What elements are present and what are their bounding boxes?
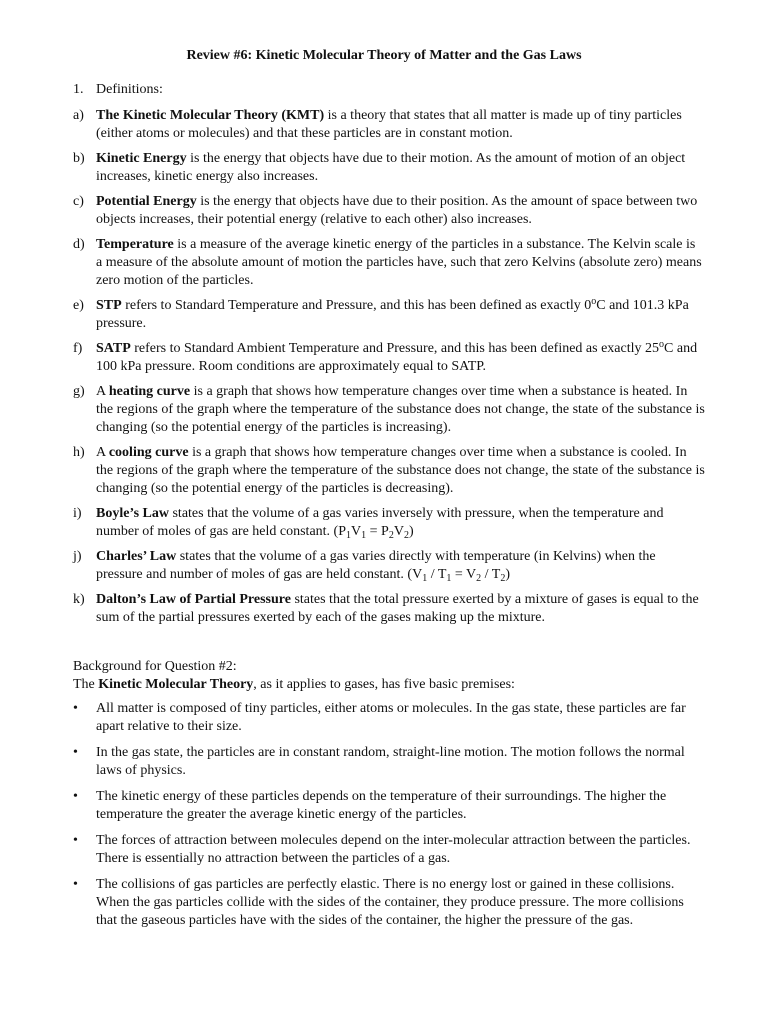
definition-item xyxy=(73,340,705,376)
definition-text: states that the total pressure exerted by a mixture of gases is equal to the sum of the partial pressures exerted by each of the gases making up the mixture. xyxy=(96,592,699,625)
background-heading: Background for Question #2: xyxy=(73,659,237,674)
item-letter: c) xyxy=(73,194,84,209)
item-letter: k) xyxy=(73,592,85,607)
formula-text: V xyxy=(351,524,362,539)
definition-text: refers to Standard Ambient Temperature and Pressure, and this has been defined as exactly 25 xyxy=(130,341,660,356)
premise-item xyxy=(73,700,705,736)
background-intro xyxy=(73,676,705,694)
formula-text: = V xyxy=(451,567,477,582)
bullet-icon: • xyxy=(73,745,78,760)
definitions-heading xyxy=(73,81,163,99)
bullet-icon: • xyxy=(73,877,78,892)
definition-item xyxy=(73,236,705,290)
premise-text: The forces of attraction between molecules depend on the inter-molecular attraction between the particles. There is essentially no attraction between the particles of a gas. xyxy=(96,833,691,866)
definition-text: C and 101.3 kPa pressure. xyxy=(96,298,689,331)
background-section xyxy=(73,658,705,694)
definition-term: heating curve xyxy=(108,384,191,399)
formula-text: ) xyxy=(505,567,511,582)
definition-text: is a theory that states that all matter is made up of tiny particles (either atoms or molecules) and that these particles are in constant motion. xyxy=(96,108,682,141)
premise-item xyxy=(73,832,705,868)
definition-text: states that the volume of a gas varies directly with temperature (in Kelvins) when the pressure and number of moles of gas are held constant. (V xyxy=(96,549,656,582)
definition-term: Temperature xyxy=(96,237,174,252)
formula-subscript: 2 xyxy=(388,530,394,541)
definition-text: states that the volume of a gas varies inversely with pressure, when the temperature and number of moles of gas are held constant. (P xyxy=(96,506,664,539)
definition-item xyxy=(73,548,705,584)
formula-text: / T xyxy=(481,567,501,582)
formula-subscript: 1 xyxy=(346,530,351,541)
formula-subscript: 2 xyxy=(476,573,482,584)
definition-item xyxy=(73,150,705,186)
premise-item xyxy=(73,788,705,824)
definition-term: Boyle’s Law xyxy=(96,506,169,521)
formula-text: = P xyxy=(366,524,389,539)
formula-subscript: 2 xyxy=(500,573,506,584)
formula-subscript: 1 xyxy=(361,530,367,541)
item-letter: e) xyxy=(73,298,84,313)
definition-item xyxy=(73,444,705,498)
definitions-list xyxy=(73,107,705,634)
definition-text: C and 100 kPa pressure. Room conditions are approximately equal to SATP. xyxy=(96,341,698,374)
definitions-label: Definitions: xyxy=(96,82,163,97)
formula-text: ) xyxy=(408,524,414,539)
definition-prefix: A xyxy=(96,445,109,460)
premise-text: All matter is composed of tiny particles, either atoms or molecules. In the gas state, these particles are far apart relative to their size. xyxy=(96,701,686,734)
item-letter: b) xyxy=(73,151,85,166)
intro-suffix: , as it applies to gases, has five basic premises: xyxy=(253,677,515,692)
definition-term: The Kinetic Molecular Theory (KMT) xyxy=(96,108,325,123)
item-letter: g) xyxy=(73,384,85,399)
intro-term: Kinetic Molecular Theory xyxy=(98,677,254,692)
item-letter: d) xyxy=(73,237,85,252)
formula-subscript: 1 xyxy=(446,573,452,584)
definition-item xyxy=(73,193,705,229)
bullet-icon: • xyxy=(73,789,78,804)
definition-item xyxy=(73,383,705,437)
definition-term: Kinetic Energy xyxy=(96,151,187,166)
premises-list xyxy=(73,700,705,938)
premise-text: In the gas state, the particles are in constant random, straight-line motion. The motion follows the normal laws of physics. xyxy=(96,745,685,778)
item-letter: f) xyxy=(73,341,83,356)
definition-prefix: A xyxy=(96,384,109,399)
definition-text: is a graph that shows how temperature changes over time when a substance is heated. In the regions of the graph where the temperature of the substance does not change, the state of the substance is changing (so the potential energy of the particles is increasing). xyxy=(96,384,705,435)
formula-text: / T xyxy=(427,567,447,582)
formula-text: V xyxy=(393,524,404,539)
definition-term: cooling curve xyxy=(108,445,189,460)
degree-superscript: o xyxy=(659,339,665,350)
definition-item xyxy=(73,505,705,541)
formula-subscript: 2 xyxy=(403,530,409,541)
definition-text: is a measure of the average kinetic energy of the particles in a substance. The Kelvin scale is a measure of the absolute amount of motion the particles have, such that zero Kelvins (absolute zero) means zero motion of the particles. xyxy=(96,237,702,288)
formula-subscript: 1 xyxy=(422,573,428,584)
page-title: Review #6: Kinetic Molecular Theory of Matter and the Gas Laws xyxy=(186,48,582,63)
premise-item xyxy=(73,876,705,930)
definition-term: SATP xyxy=(96,341,131,356)
definition-term: STP xyxy=(96,298,122,313)
definition-text: is a graph that shows how temperature changes over time when a substance is cooled. In the regions of the graph where the temperature of the substance does not change, the state of the substance is changing (so the potential energy of the particles is decreasing). xyxy=(96,445,705,496)
bullet-icon: • xyxy=(73,701,78,716)
definition-text: refers to Standard Temperature and Pressure, and this has been defined as exactly 0 xyxy=(121,298,592,313)
intro-prefix: The xyxy=(73,677,99,692)
definition-text: is the energy that objects have due to their motion. As the amount of motion of an object increases, kinetic energy also increases. xyxy=(96,151,686,184)
bullet-icon: • xyxy=(73,833,78,848)
definition-item xyxy=(73,297,705,333)
definition-term: Dalton’s Law of Partial Pressure xyxy=(96,592,291,607)
definitions-number: 1. xyxy=(73,82,84,97)
definition-text: is the energy that objects have due to their position. As the amount of space between two objects increases, their potential energy (relative to each other) also increases. xyxy=(96,194,698,227)
definition-term: Charles’ Law xyxy=(96,549,177,564)
item-letter: h) xyxy=(73,445,85,460)
degree-superscript: o xyxy=(591,296,597,307)
item-letter: j) xyxy=(73,549,82,564)
definition-item xyxy=(73,107,705,143)
premise-item xyxy=(73,744,705,780)
premise-text: The kinetic energy of these particles depends on the temperature of their surroundings. The higher the temperature the greater the average kinetic energy of the particles. xyxy=(96,789,667,822)
item-letter: a) xyxy=(73,108,84,123)
item-letter: i) xyxy=(73,506,82,521)
premise-text: The collisions of gas particles are perfectly elastic. There is no energy lost or gained in these collisions. When the gas particles collide with the sides of the container, they produce pressure. The more collisions that the gaseous particles have with the sides of the container, the higher the pressure of the gas. xyxy=(96,877,684,928)
definition-item xyxy=(73,591,705,627)
definition-term: Potential Energy xyxy=(96,194,197,209)
